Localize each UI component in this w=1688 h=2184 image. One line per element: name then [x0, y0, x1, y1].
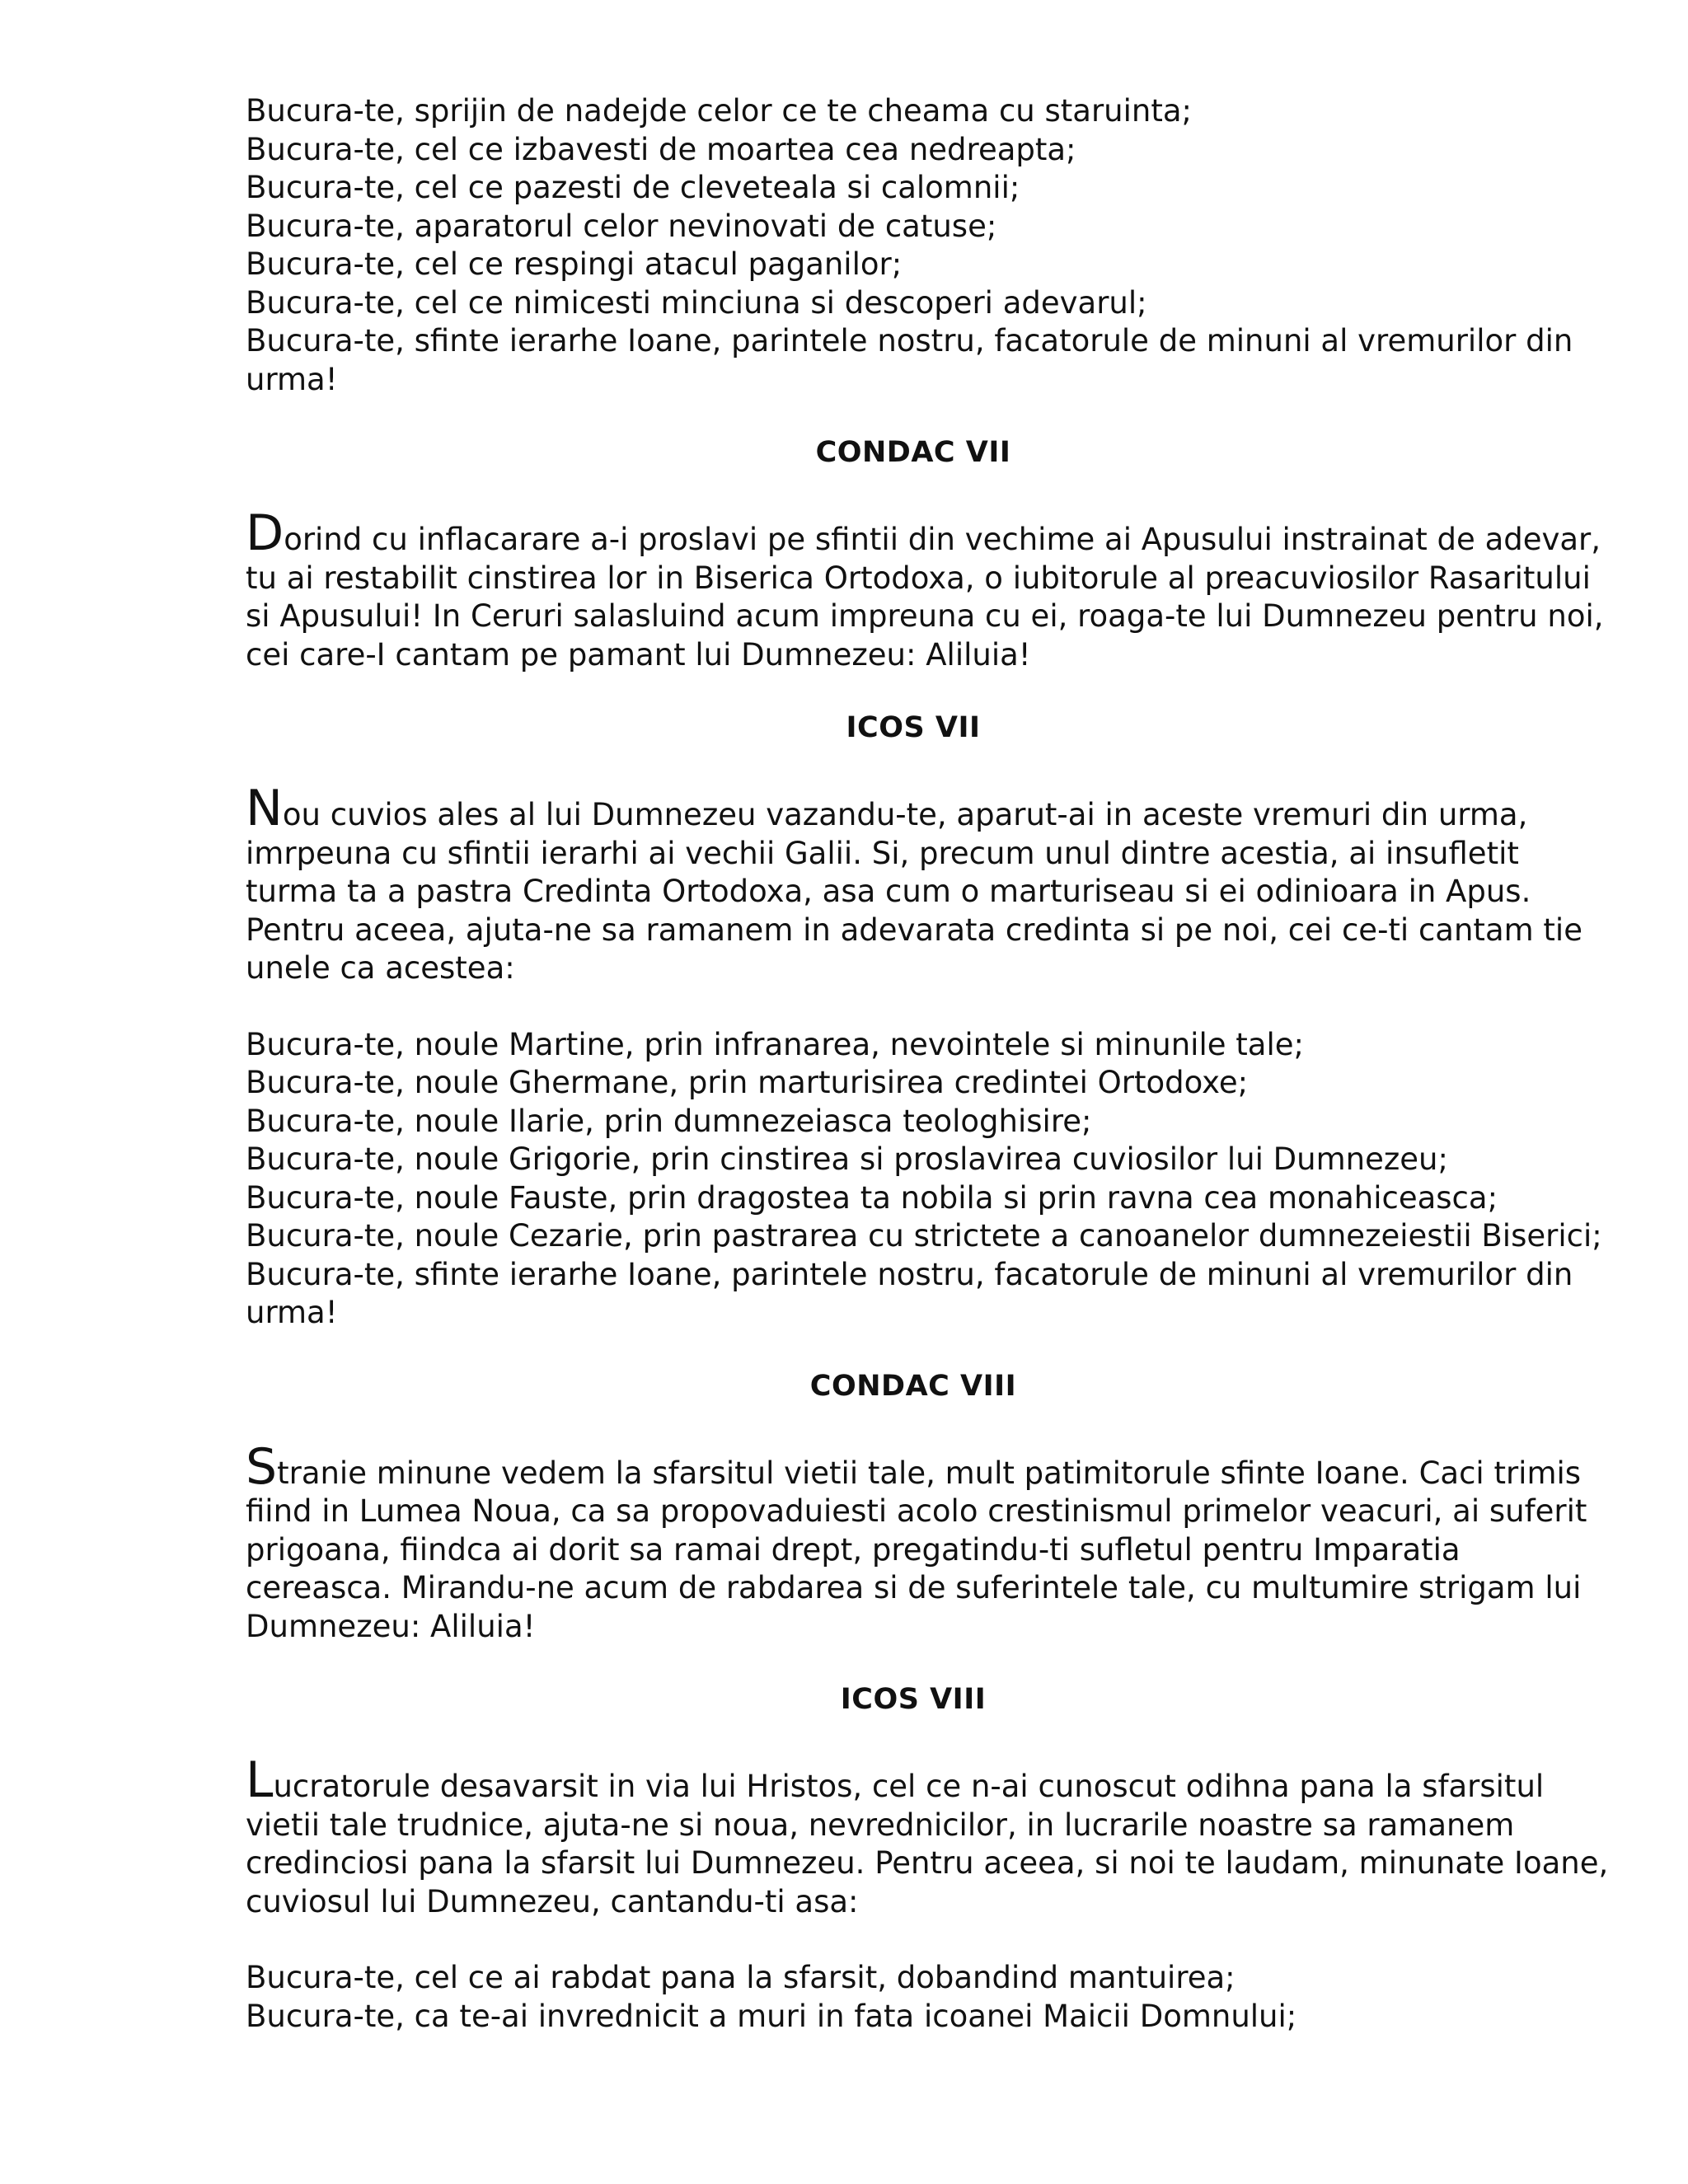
text-line: [246, 1437, 1582, 1496]
drop-cap: S: [246, 1437, 278, 1496]
text-line: prigoana, fiindca ai dorit sa ramai drept, pregatindu-ti sufletul pentru Imparatia: [246, 1531, 1461, 1568]
text-line: cei care-I cantam pe pamant lui Dumnezeu: Aliluia!: [246, 636, 1031, 673]
text-line: Bucura-te, noule Martine, prin infranarea, nevointele si minunile tale;: [246, 1026, 1304, 1062]
text-line: si Apusului! In Ceruri salasluind acum impreuna cu ei, roaga-te lui Dumnezeu pentru noi,: [246, 598, 1604, 634]
icos-viii-paragraph: [246, 1751, 1609, 1921]
text-line: Bucura-te, sprijin de nadejde celor ce te cheama cu staruinta;: [246, 93, 1193, 129]
text-line: urma!: [246, 361, 338, 397]
text-line: [246, 504, 1601, 562]
section-heading-icos-vii: ICOS VII: [846, 711, 981, 744]
document-page: [246, 92, 1609, 2036]
text-line-content: tranie minune vedem la sfarsitul vietii tale, mult patimitorule sfinte Ioane. Caci trimis: [277, 1455, 1582, 1491]
chairete-list-previous: [246, 92, 1581, 399]
condac-viii-paragraph: [246, 1437, 1587, 1647]
text-line-content: ou cuvios ales al lui Dumnezeu vazandu-te, aparut-ai in aceste vremuri din urma,: [282, 797, 1528, 832]
condac-vii-paragraph: [246, 504, 1604, 674]
text-line: fiind in Lumea Noua, ca sa propovaduiesti acolo crestinismul primelor veacuri, ai suferit: [246, 1493, 1587, 1529]
paragraph-gap: [246, 1921, 1581, 1959]
text-line: Bucura-te, cel ce respingi atacul paganilor;: [246, 246, 903, 282]
text-line-content: orind cu inflacarare a-i proslavi pe sfintii din vechime ai Apusului instrainat de adevar,: [284, 522, 1601, 557]
text-line: tu ai restabilit cinstirea lor in Biserica Ortodoxa, o iubitorule al preacuviosilor Rasaritului: [246, 560, 1591, 596]
text-line: Bucura-te, noule Ghermane, prin marturisirea credintei Ortodoxe;: [246, 1065, 1249, 1100]
section-heading-condac-vii: CONDAC VII: [815, 436, 1011, 469]
drop-cap: L: [246, 1751, 274, 1809]
text-line: Bucura-te, cel ce pazesti de cleveteala si calomnii;: [246, 170, 1020, 205]
text-line: Bucura-te, noule Ilarie, prin dumnezeiasca teologhisire;: [246, 1103, 1092, 1139]
text-line: vietii tale trudnice, ajuta-ne si noua, nevrednicilor, in lucrarile noastre sa ramanem: [246, 1807, 1515, 1843]
text-line: credinciosi pana la sfarsit lui Dumnezeu. Pentru aceea, si noi te laudam, minunate Ioane,: [246, 1845, 1609, 1881]
text-line: Bucura-te, ca te-ai invrednicit a muri in fata icoanei Maicii Domnului;: [246, 1998, 1297, 2034]
text-line: urma!: [246, 1295, 338, 1330]
text-line: Pentru aceea, ajuta-ne sa ramanem in adevarata credinta si pe noi, cei ce-ti cantam tie: [246, 912, 1582, 948]
text-line: imrpeuna cu sfintii ierarhi ai vechii Galii. Si, precum unul dintre acestia, ai insufletit: [246, 835, 1519, 871]
section-heading-icos-viii: ICOS VIII: [840, 1683, 987, 1716]
text-line: [246, 780, 1581, 837]
text-line: Bucura-te, sfinte ierarhe Ioane, parintele nostru, facatorule de minuni al vremurilor din: [246, 1256, 1573, 1292]
text-line: Bucura-te, sfinte ierarhe Ioane, parintele nostru, facatorule de minuni al vremurilor din: [246, 323, 1573, 359]
text-line: Bucura-te, cel ce ai rabdat pana la sfarsit, dobandind mantuirea;: [246, 1960, 1236, 1995]
text-line: turma ta a pastra Credinta Ortodoxa, asa cum o marturiseau si ei odinioara in Apus.: [246, 874, 1531, 909]
text-line: Bucura-te, aparatorul celor nevinovati de catuse;: [246, 208, 997, 244]
icos-viii-chairete-list: [246, 1959, 1581, 2036]
icos-vii-paragraph: [246, 780, 1582, 988]
paragraph-gap: [246, 988, 1581, 1026]
section-heading-condac-viii: CONDAC VIII: [809, 1369, 1017, 1403]
text-line: Bucura-te, noule Cezarie, prin pastrarea cu strictete a canoanelor dumnezeiestii Biserici;: [246, 1218, 1602, 1254]
text-line: unele ca acestea:: [246, 950, 515, 986]
text-line: Bucura-te, noule Grigorie, prin cinstirea si proslavirea cuviosilor lui Dumnezeu;: [246, 1141, 1448, 1177]
text-line: Bucura-te, noule Fauste, prin dragostea ta nobila si prin ravna cea monahiceasca;: [246, 1179, 1498, 1216]
drop-cap: D: [246, 504, 284, 562]
text-line-content: ucratorule desavarsit in via lui Hristos, cel ce n-ai cunoscut odihna pana la sfarsitul: [273, 1769, 1545, 1804]
text-line: Bucura-te, cel ce nimicesti minciuna si descoperi adevarul;: [246, 284, 1147, 321]
text-line: [246, 1751, 1581, 1809]
text-line: Dumnezeu: Aliluia!: [246, 1608, 536, 1644]
text-line: cuviosul lui Dumnezeu, cantandu-ti asa:: [246, 1883, 859, 1919]
icos-vii-chairete-list: [246, 1026, 1602, 1333]
text-line: Bucura-te, cel ce izbavesti de moartea cea nedreapta;: [246, 131, 1076, 167]
drop-cap: N: [246, 780, 283, 837]
text-line: cereasca. Mirandu-ne acum de rabdarea si de suferintele tale, cu multumire strigam lui: [246, 1570, 1582, 1605]
